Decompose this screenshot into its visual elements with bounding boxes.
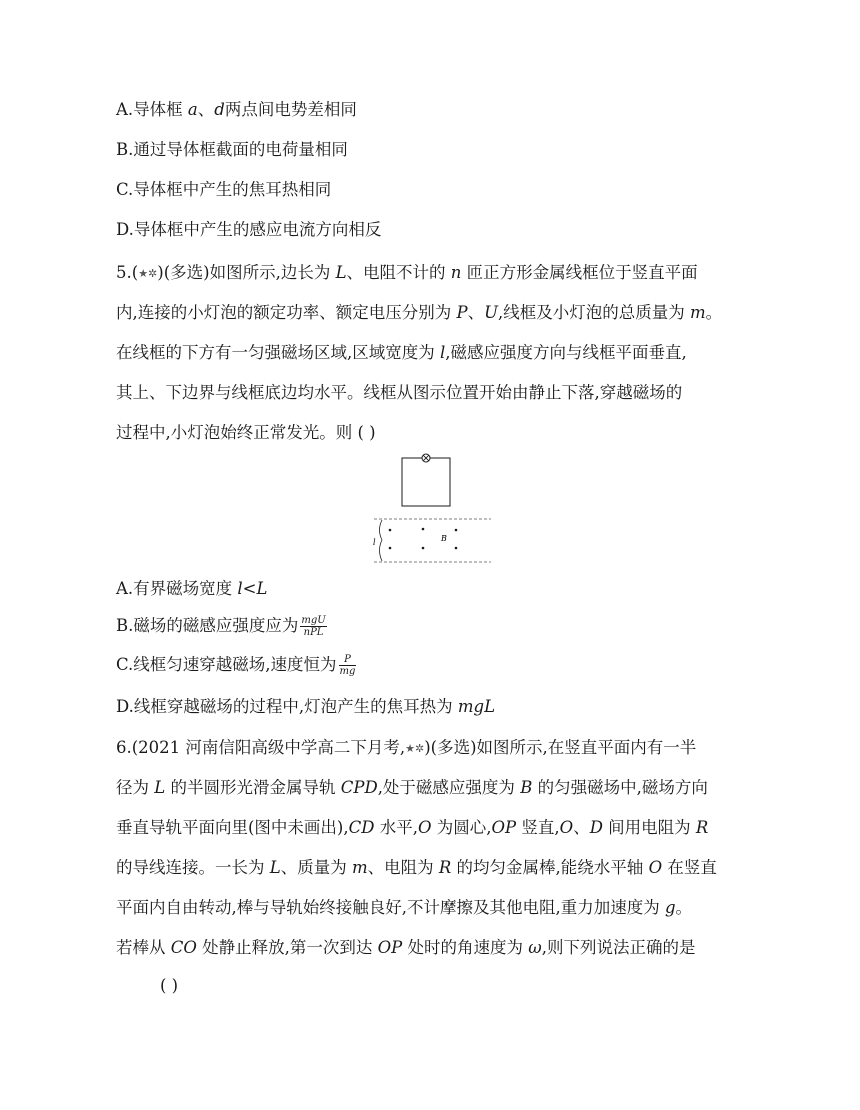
width-brace: [380, 520, 383, 561]
field-label-b: B: [441, 534, 447, 543]
q5-line-1: 5.(★✲)(多选)如图所示,边长为 L、电阻不计的 n 匝正方形金属线框位于竖直平面: [116, 262, 698, 285]
q6-line-4: 的导线连接。一长为 L、质量为 m、电阻为 R 的均匀金属棒,能绕水平轴 O 在竖直: [116, 858, 717, 877]
wire-frame: [402, 458, 450, 506]
q5-line-4: 其上、下边界与线框底边均水平。线框从图示位置开始由静止下落,穿越磁场的: [116, 383, 683, 402]
q5-option-b: B.磁场的磁感应强度应为 $\frac{\text{mgU}}{\text{nPL}}$: [116, 615, 326, 638]
fraction: $\frac{\text{mgU}}{\text{nPL}}$: [301, 615, 326, 638]
q6-line-2: 径为 L 的半圆形光滑金属导轨 CPD,处于磁感应强度为 B 的匀强磁场中,磁场方向: [116, 778, 708, 797]
star-rating-icon: ★✲: [405, 741, 425, 755]
star-rating-icon: ★✲: [138, 266, 158, 280]
q5-figure: [370, 452, 495, 564]
lamp-icon: [422, 454, 430, 462]
q5-option-d: D.线框穿越磁场的过程中,灯泡产生的焦耳热为 mgL: [116, 697, 496, 716]
q6-line-3: 垂直导轨平面向里(图中未画出),CD 水平,O 为圆心,OP 竖直,O、D 间用电阻为 R: [116, 818, 709, 837]
width-label: l: [373, 538, 376, 547]
fraction: $\frac{P}{mg}$: [339, 654, 356, 677]
field-dots: [389, 528, 458, 550]
option-c: C.导体框中产生的焦耳热相同: [116, 180, 332, 199]
option-a: A.导体框 a、d两点间电势差相同: [116, 100, 357, 119]
q5-line-3: 在线框的下方有一匀强磁场区域,区域宽度为 l,磁感应强度方向与线框平面垂直,: [116, 343, 687, 362]
q5-line-5: 过程中,小灯泡始终正常发光。则 ( ): [116, 423, 376, 442]
q5-option-a: A.有界磁场宽度 l<L: [116, 579, 268, 598]
q5-line-2: 内,连接的小灯泡的额定功率、额定电压分别为 P、U,线框及小灯泡的总质量为 m。: [116, 303, 723, 322]
q6-line-5: 平面内自由转动,棒与导轨始终接触良好,不计摩擦及其他电阻,重力加速度为 g。: [116, 898, 693, 917]
option-b: B.通过导体框截面的电荷量相同: [116, 140, 348, 159]
q6-line-1: 6.(2021 河南信阳高级中学高二下月考,★✲)(多选)如图所示,在竖直平面内有一半: [116, 737, 696, 760]
q6-answer-bracket: ( ): [160, 976, 179, 995]
option-d: D.导体框中产生的感应电流方向相反: [116, 220, 382, 239]
q6-line-6: 若棒从 CO 处静止释放,第一次到达 OP 处时的角速度为 ω,则下列说法正确的是: [116, 938, 696, 957]
q5-option-c: C.线框匀速穿越磁场,速度恒为 $\frac{P}{mg}$: [116, 654, 356, 677]
